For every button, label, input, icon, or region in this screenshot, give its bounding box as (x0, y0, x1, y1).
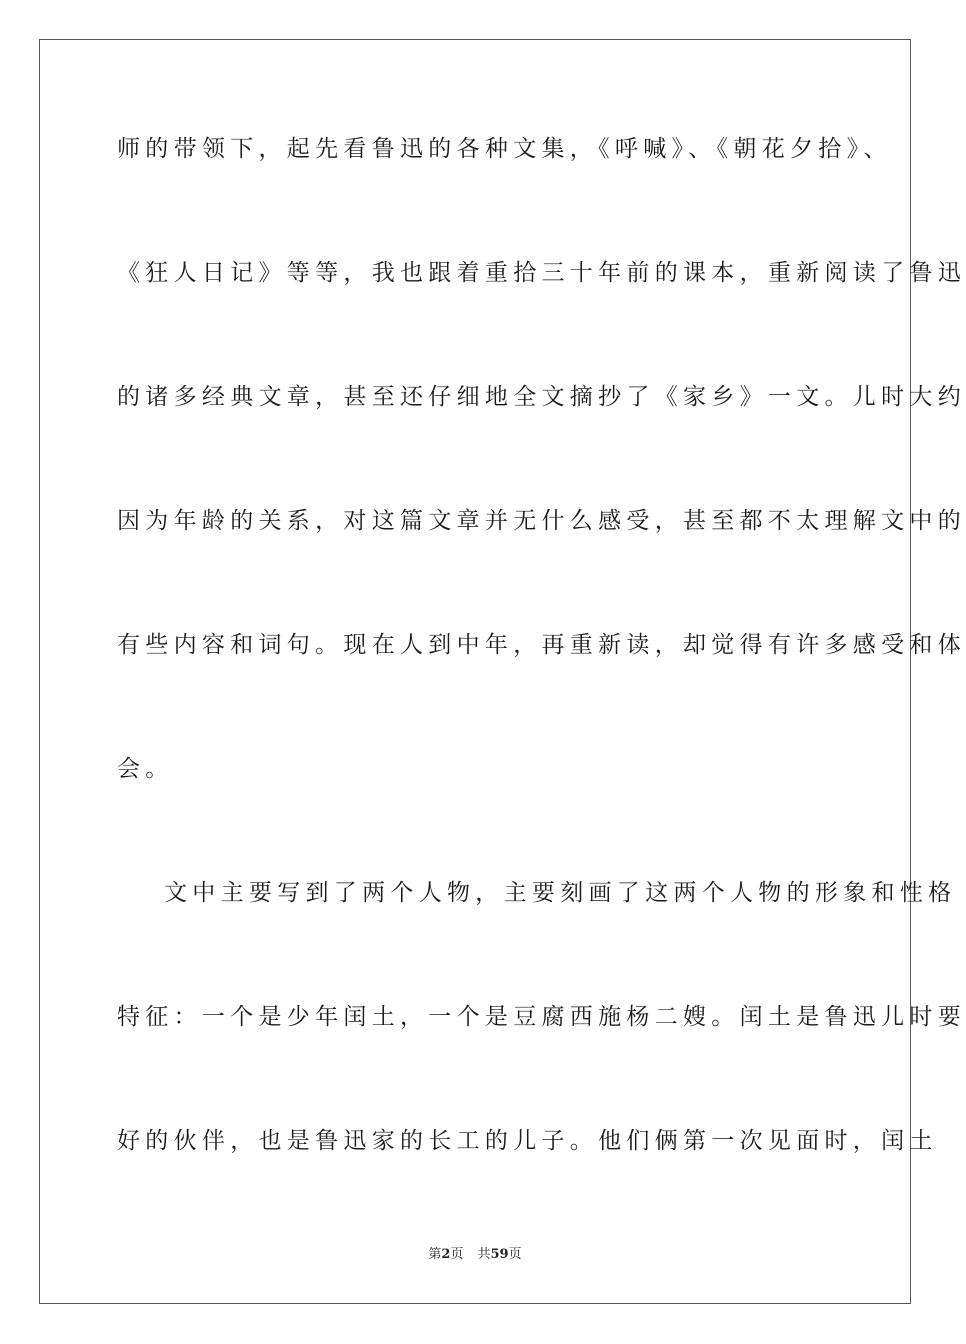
body-text-line: 《狂人日记》等等，我也跟着重拾三十年前的课本，重新阅读了鲁迅 (117, 260, 966, 286)
total-label-suffix: 页 (508, 1247, 522, 1262)
body-text-line: 的诸多经典文章，甚至还仔细地全文摘抄了《家乡》一文。儿时大约 (117, 384, 966, 410)
total-page-count: 59 (490, 1247, 509, 1262)
body-text-line: 会。 (117, 756, 174, 782)
body-text-line: 因为年龄的关系，对这篇文章并无什么感受，甚至都不太理解文中的 (117, 508, 966, 534)
current-page-number: 2 (441, 1247, 451, 1262)
page-label-suffix: 页 (450, 1247, 464, 1262)
paragraph-first-line: 文中主要写到了两个人物，主要刻画了这两个人物的形象和性格 (164, 880, 957, 906)
body-text-line: 好的伙伴，也是鲁迅家的长工的儿子。他们俩第一次见面时，闰土 (117, 1128, 938, 1154)
body-text-line: 师的带领下，起先看鲁迅的各种文集，《呼喊》、《朝花夕拾》、 (117, 136, 892, 162)
page-footer (0, 1246, 950, 1264)
body-text-line: 有些内容和词句。现在人到中年，再重新读，却觉得有许多感受和体 (117, 632, 966, 658)
total-label-prefix: 共 (477, 1247, 491, 1262)
page-border (39, 39, 966, 1304)
page-label-prefix: 第 (428, 1247, 442, 1262)
body-text-line: 特征：一个是少年闰土，一个是豆腐西施杨二嫂。闰土是鲁迅儿时要 (117, 1004, 966, 1030)
